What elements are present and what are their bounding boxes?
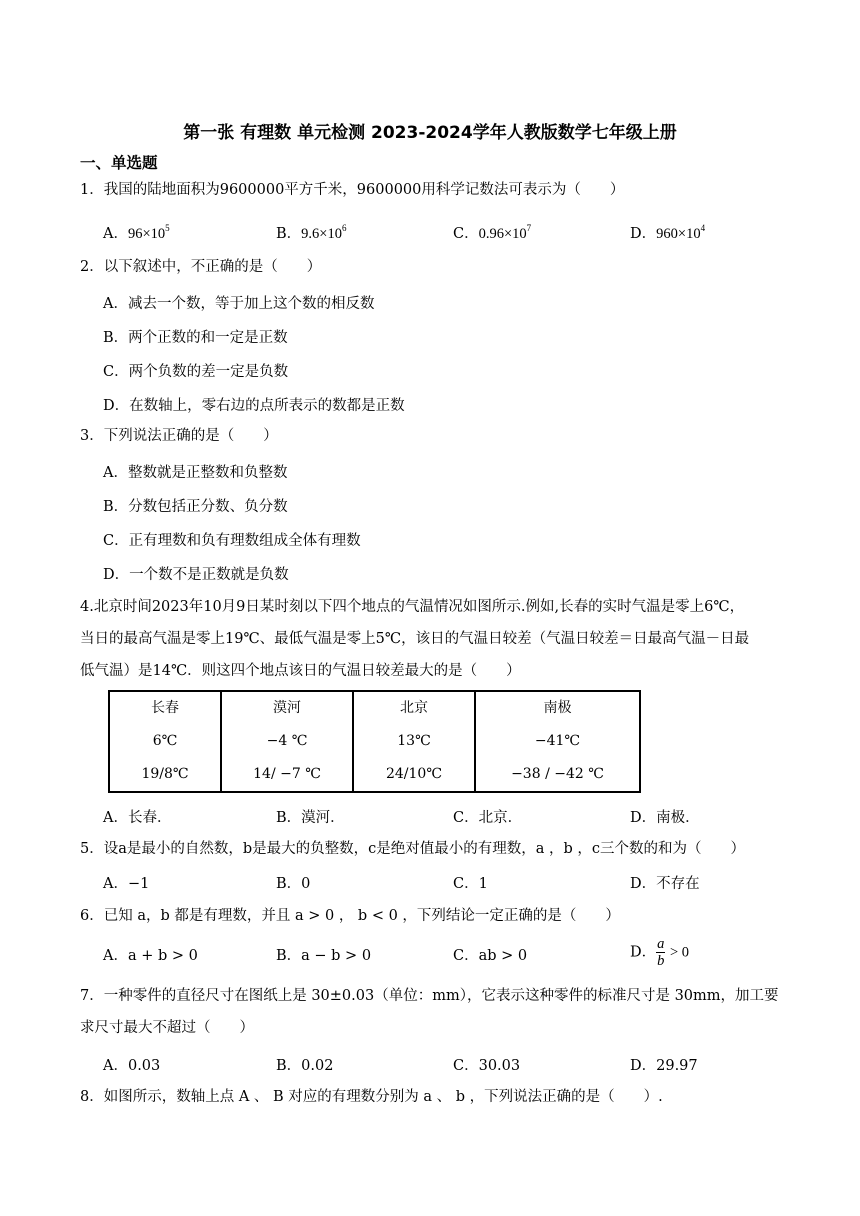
table-cell: 南极 −41℃ −38 / −42 ℃ bbox=[475, 691, 640, 792]
question-3-stem: 3．下列说法正确的是（ ） bbox=[80, 428, 278, 444]
fraction-a-over-b: $\frac{a}{b}$ bbox=[657, 936, 665, 969]
question-7-stem-line-1: 7．一种零件的直径尺寸在图纸上是 30±0.03（单位：mm），它表示这种零件的标准尺寸是 30mm，加工要 bbox=[80, 988, 779, 1004]
question-5-stem: 5．设a是最小的自然数，b是最大的负整数，c是绝对值最小的有理数，a ，b ，c三个数的和为（ ） bbox=[80, 841, 746, 857]
question-1-stem: 1．我国的陆地面积为9600000平方千米，9600000用科学记数法可表示为（ ） bbox=[80, 182, 625, 198]
option-c[interactable]: C．ab > 0 bbox=[453, 948, 528, 964]
option-c[interactable]: C．两个负数的差一定是负数 bbox=[103, 364, 289, 380]
option-d[interactable]: D．在数轴上，零右边的点所表示的数都是正数 bbox=[103, 398, 405, 414]
option-d[interactable]: D．一个数不是正数就是负数 bbox=[103, 567, 289, 583]
option-d[interactable]: D．不存在 bbox=[630, 876, 700, 892]
table-cell: 漠河 −4 ℃ 14/ −7 ℃ bbox=[221, 691, 353, 792]
question-1-options bbox=[103, 222, 813, 246]
question-8-stem: 8．如图所示，数轴上点 A 、 B 对应的有理数分别为 a 、 b ，下列说法正确的是（ ）. bbox=[80, 1089, 663, 1105]
option-a[interactable]: A．0.03 bbox=[103, 1058, 161, 1074]
question-4-options bbox=[103, 806, 813, 830]
option-c[interactable]: C．正有理数和负有理数组成全体有理数 bbox=[103, 533, 361, 549]
table-row bbox=[109, 691, 640, 792]
option-c[interactable]: C．30.03 bbox=[453, 1058, 521, 1074]
section-heading: 一、单选题 bbox=[80, 154, 158, 172]
option-a[interactable]: A．减去一个数，等于加上这个数的相反数 bbox=[103, 296, 375, 312]
option-a[interactable]: A．$96\times 10^5$ bbox=[103, 223, 170, 242]
question-5-options bbox=[103, 872, 813, 896]
question-4-stem-line-1: 4.北京时间2023年10月9日某时刻以下四个地点的气温情况如图所示.例如,长春的实时气温是零上6℃， bbox=[80, 599, 745, 615]
table-cell: 北京 13℃ 24/10℃ bbox=[353, 691, 475, 792]
option-b[interactable]: B．$9.6\times 10^6$ bbox=[276, 223, 347, 242]
option-c[interactable]: C．北京． bbox=[453, 810, 523, 826]
option-d[interactable]: D．南极． bbox=[630, 810, 700, 826]
page-title: 第一张 有理数 单元检测 2023-2024学年人教版数学七年级上册 bbox=[183, 123, 677, 143]
option-b[interactable]: B．漠河． bbox=[276, 810, 345, 826]
option-a[interactable]: A．−1 bbox=[103, 876, 150, 892]
option-d[interactable]: D．29.97 bbox=[630, 1058, 698, 1074]
question-7-options bbox=[103, 1054, 813, 1078]
question-4-stem-line-3: 低气温）是14℃．则这四个地点该日的气温日较差最大的是（ ） bbox=[80, 663, 521, 679]
option-a[interactable]: A．整数就是正整数和负整数 bbox=[103, 465, 288, 481]
option-b[interactable]: B．分数包括正分数、负分数 bbox=[103, 499, 288, 515]
option-c[interactable]: C．1 bbox=[453, 876, 488, 892]
question-6-options bbox=[103, 936, 813, 969]
option-d[interactable]: D．$960\times 10^4$ bbox=[630, 223, 706, 242]
option-b[interactable]: B．a − b > 0 bbox=[276, 948, 372, 964]
table-cell: 长春 6℃ 19/8℃ bbox=[109, 691, 221, 792]
option-b[interactable]: B．两个正数的和一定是正数 bbox=[103, 330, 288, 346]
question-7-stem-line-2: 求尺寸最大不超过（ ） bbox=[80, 1020, 254, 1036]
option-b[interactable]: B．0 bbox=[276, 876, 311, 892]
option-a[interactable]: A．a + b > 0 bbox=[103, 948, 198, 964]
option-c[interactable]: C．$0.96\times 10^7$ bbox=[453, 223, 532, 242]
option-b[interactable]: B．0.02 bbox=[276, 1058, 334, 1074]
temperature-table bbox=[108, 690, 641, 793]
question-4-stem-line-2: 当日的最高气温是零上19℃、最低气温是零上5℃，该日的气温日较差（气温日较差＝日最高气温－日最 bbox=[80, 631, 750, 647]
question-2-stem: 2．以下叙述中，不正确的是（ ） bbox=[80, 259, 322, 275]
question-6-stem: 6．已知 a，b 都是有理数，并且 a > 0 ， b < 0 ，下列结论一定正确的是（ ） bbox=[80, 908, 620, 924]
option-a[interactable]: A．长春． bbox=[103, 810, 172, 826]
option-d[interactable]: D． $\frac{a}{b}$ > 0 bbox=[630, 936, 690, 969]
